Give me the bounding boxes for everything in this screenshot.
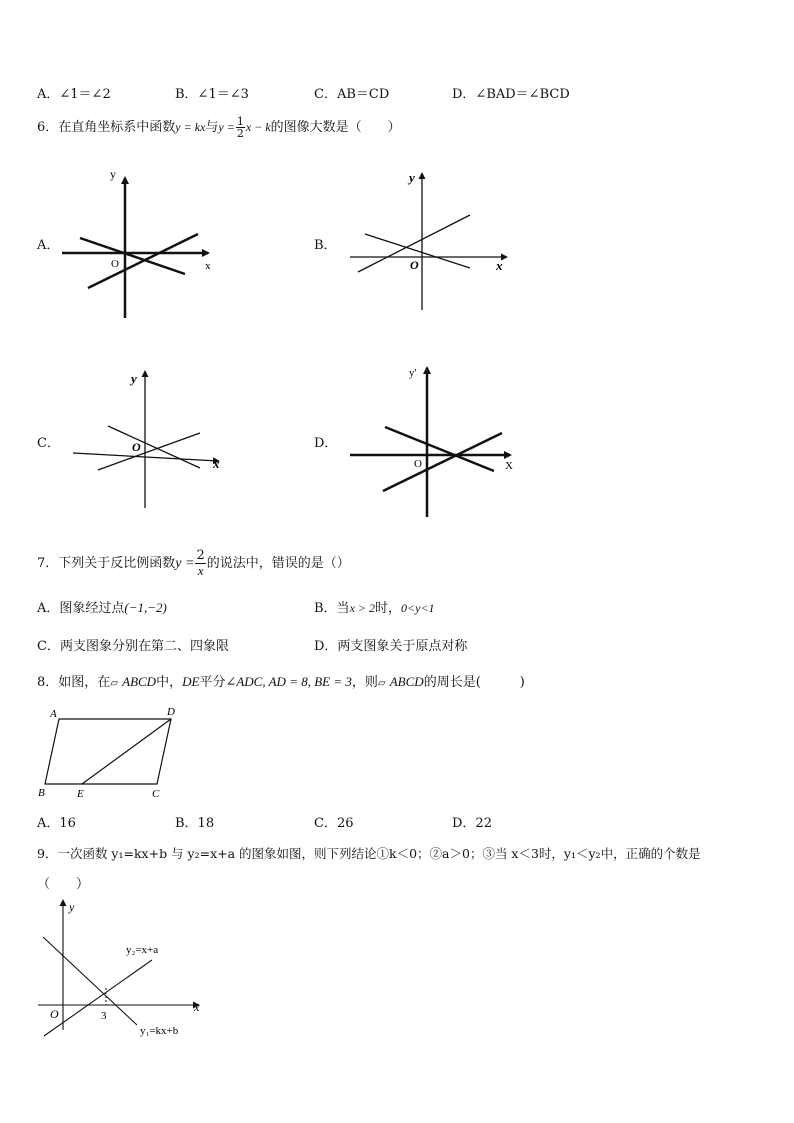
q8-segment-de	[82, 719, 171, 784]
graph-a-line-falling	[80, 238, 185, 274]
q5-option-a[interactable]: A．∠1＝∠2	[37, 87, 111, 102]
graph-c-x-label: x	[213, 456, 220, 471]
q6-label-d[interactable]: D．	[314, 436, 338, 451]
graph-c-line-rising	[98, 433, 200, 470]
q8-stem	[37, 671, 525, 690]
q9-y2-label: y₂=x+a	[126, 944, 159, 956]
q7-option-b-cond: x > 2	[349, 601, 375, 615]
q7-fraction-num: 2	[196, 548, 205, 563]
q6-formula-1: y = kx	[175, 120, 206, 134]
q8-mid-1: 中，	[156, 675, 183, 690]
q7-option-c[interactable]: C．两支图象分别在第二、四象限	[37, 639, 229, 654]
q6-fraction-den: 2	[236, 127, 244, 140]
q7-fraction-den: x	[197, 563, 204, 578]
graph-d-y-label: y'	[409, 367, 417, 379]
q9-y-label: y	[69, 900, 75, 914]
q7-option-a-text: A．图象经过点	[37, 601, 125, 616]
q5-option-b[interactable]: B．∠1＝∠3	[175, 87, 249, 102]
q7-option-a-point: (−1,−2)	[124, 600, 167, 615]
graph-b-origin: O	[410, 258, 419, 272]
graph-a-origin: O	[111, 258, 119, 270]
q8-mid-2: 平分	[199, 675, 226, 690]
graph-b-y-label: y	[409, 170, 415, 185]
q8-de: DE	[182, 674, 200, 689]
q5-option-d[interactable]: D．∠BAD＝∠BCD	[452, 87, 570, 102]
q8-prefix: 8．如图，在	[37, 675, 111, 690]
q6-label-c[interactable]: C．	[37, 436, 60, 451]
q6-mid: 与	[205, 120, 219, 135]
q8-option-d[interactable]: D．22	[452, 816, 492, 831]
q8-point-d: D	[167, 706, 175, 718]
graph-b-x-label: x	[496, 258, 503, 273]
q9-x-label: x	[194, 1000, 200, 1014]
q7-fraction	[195, 549, 205, 578]
q9-y1-label: y₁=kx+b	[140, 1025, 179, 1037]
q7-prefix: 7．下列关于反比例函数	[37, 556, 176, 571]
q8-point-e: E	[77, 788, 84, 800]
q8-option-b[interactable]: B．18	[175, 816, 215, 831]
q7-suffix: 的说法中，错误的是（）	[206, 556, 350, 571]
graph-c-y-label: y	[131, 371, 137, 386]
q6-label-b[interactable]: B．	[314, 238, 337, 253]
q7-stem	[37, 548, 350, 580]
graph-d-origin: O	[414, 458, 422, 470]
q7-option-b-mid: 时，	[375, 601, 402, 616]
q6-formula-2-lhs: y =	[218, 120, 235, 134]
q8-parallelogram-symbol-2: ▱	[377, 678, 386, 689]
q8-option-c[interactable]: C．26	[314, 816, 354, 831]
q8-suffix: 的周长是( )	[423, 675, 525, 690]
q9-origin: O	[50, 1007, 59, 1021]
q7-formula-lhs: y =	[175, 556, 195, 571]
q6-suffix: 的图像大数是（ ）	[270, 120, 401, 135]
graph-d-x-label: X	[505, 460, 513, 472]
q6-formula-2-rest: x − k	[245, 120, 271, 134]
graph-a-y-label: y	[110, 167, 116, 181]
graph-a-line-rising	[88, 234, 198, 288]
q8-point-b: B	[38, 787, 45, 799]
q9-tick-3: 3	[101, 1010, 107, 1022]
graph-d-line-rising	[383, 433, 502, 491]
q9-paren: （ ）	[37, 877, 90, 892]
q9-stem: 9．一次函数 y₁=kx+b 与 y₂=x+a 的图象如图，则下列结论①k＜0；②a＞0；③当 x＜3时，y₁＜y₂中，正确的个数是	[37, 846, 701, 861]
q7-option-a[interactable]	[37, 597, 167, 616]
q7-option-b-range: 0<y<1	[401, 601, 435, 615]
q8-point-c: C	[152, 788, 160, 800]
q5-option-c[interactable]: C．AB＝CD	[314, 87, 390, 102]
q8-parallelogram	[45, 719, 171, 784]
q7-option-b-text: B．当	[314, 601, 350, 616]
q8-point-a: A	[50, 708, 57, 720]
q8-abcd-1: ABCD	[122, 674, 157, 689]
q6-label-a[interactable]: A．	[37, 238, 60, 253]
q8-abcd-2: ABCD	[389, 674, 424, 689]
q6-prefix: 6．在直角坐标系中函数	[37, 120, 176, 135]
q8-condition: ∠ADC, AD = 8, BE = 3	[225, 674, 352, 689]
q7-option-b[interactable]	[314, 597, 435, 616]
graph-c-origin: O	[132, 440, 141, 454]
q8-parallelogram-symbol-1: ▱	[110, 678, 118, 689]
graph-a-x-label: x	[205, 260, 211, 272]
q7-option-d[interactable]: D．两支图象关于原点对称	[314, 639, 468, 654]
q8-option-a[interactable]: A．16	[37, 816, 76, 831]
q8-mid-3: ，则	[351, 675, 378, 690]
q6-fraction-num: 1	[236, 115, 244, 128]
